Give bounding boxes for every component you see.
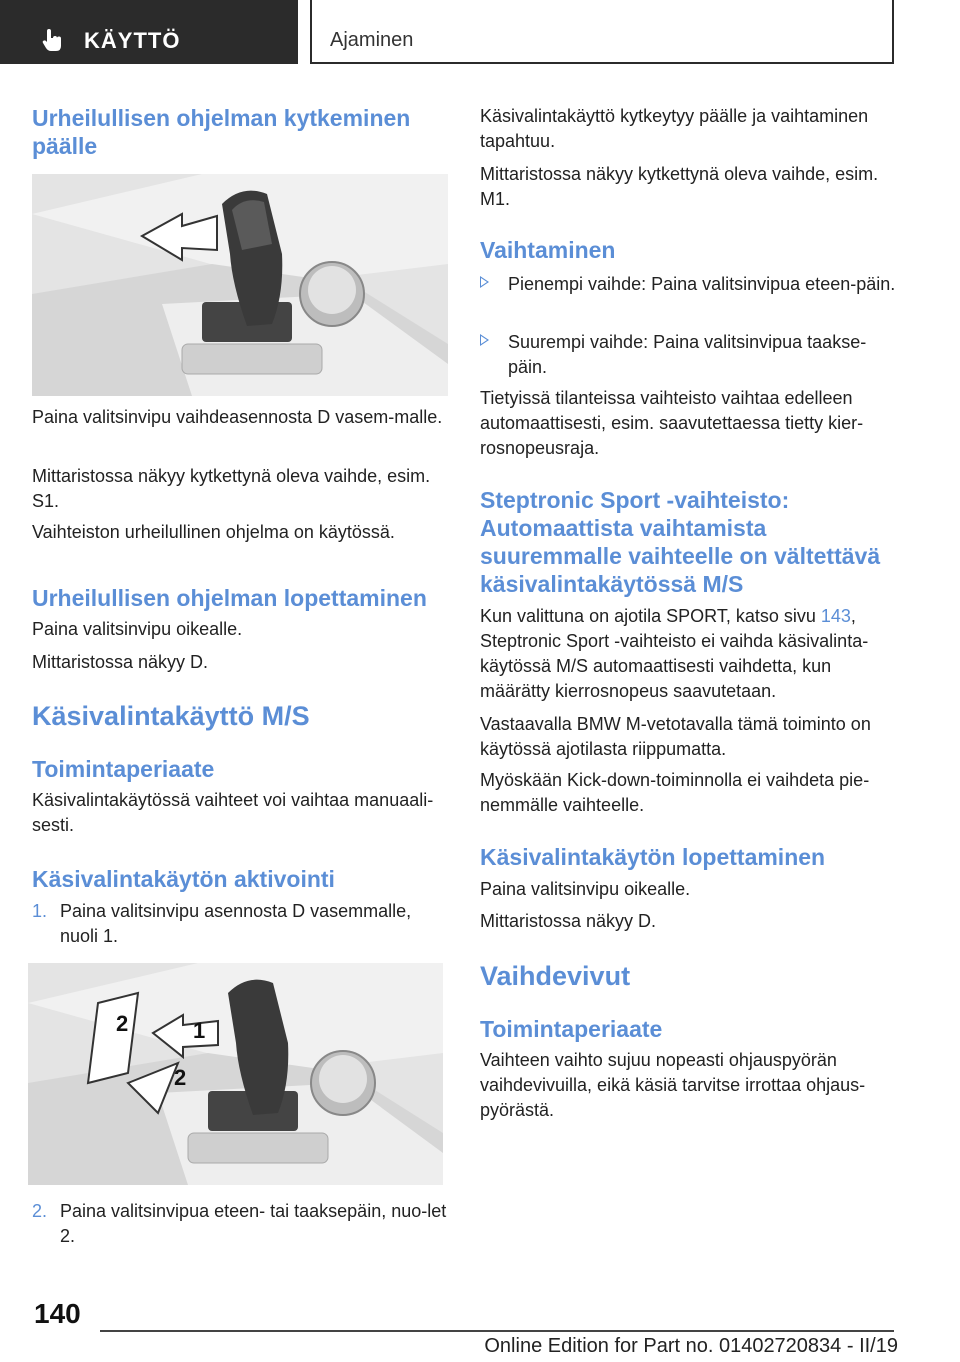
auto-shift-text: Tietyissä tilanteissa vaihteisto vaihtaa edelleen automaattisesti, esim. saavutettaessa tietty kier‐rosnopeusraja. [480,388,864,458]
heading-activate: Käsivalintakäytön aktivointi [32,866,335,892]
arrow-label-1: 1 [193,1018,206,1043]
manual-active-text: Käsivalintakäyttö kytkeytyy päälle ja vaihtaminen tapahtuu. [480,106,869,151]
step-2 [32,1199,448,1251]
page-link-143[interactable]: 143 [820,606,851,626]
heading-sport-off: Urheilullisen ohjelman lopettaminen [32,585,427,611]
manual-gear-display-text: Mittaristossa näkyy kytkettynä oleva vaihde, esim. M1. [480,164,879,209]
section-box [310,0,894,64]
step-2-text: Paina valitsinvipua eteen- tai taaksepäin, nuo‐let 2. [60,1201,447,1246]
steptronic-text-2: Vastaavalla BMW M-vetotavalla tämä toiminto on käytössä ajotilasta riippumatta. [480,714,871,759]
heading-manual-off: Käsivalintakäytön lopettaminen [480,844,826,870]
steptronic-text-3: Myöskään Kick-down-toiminnolla ei vaihdeta pie‐nemmälle vaihteelle. [480,770,870,815]
chapter-title: KÄYTTÖ [84,28,181,53]
arrow-label-2a: 2 [116,1011,129,1036]
bullet-upshift-text: Suurempi vaihde: Paina valitsinvipua taakse‐päin. [508,332,867,377]
heading-steptronic: Steptronic Sport -vaihteisto: Automaattista vaihtamista suuremmalle vaihteelle on vältettävä käsivalintakäytössä M/S [480,487,881,597]
edition-text: Online Edition for Part no. 01402720834 - II/19 [484,1335,898,1357]
heading-principle-2: Toimintaperiaate [480,1016,663,1042]
heading-sport-on: Urheilullisen ohjelman kytkeminen päälle [32,105,411,159]
bullet-downshift-text: Pienempi vaihde: Paina valitsinvipua eteen‐päin. [508,274,896,294]
bullet-upshift [480,330,896,382]
page-number: 140 [34,1298,81,1329]
sport-off-instruction-1: Paina valitsinvipu oikealle. [32,619,243,639]
chapter-tab [0,0,298,64]
heading-manual-mode: Käsivalintakäyttö M/S [32,701,310,731]
heading-principle: Toimintaperiaate [32,756,215,782]
sport-instruction-2: Mittaristossa näkyy kytkettynä oleva vaihde, esim. S1. [32,466,431,511]
step-1-number: 1. [32,901,48,921]
paddles-text: Vaihteen vaihto sujuu nopeasti ohjauspyörän vaihdevivuilla, eikä käsiä tarvitse irrottaa ohjaus‐pyörästä. [480,1050,866,1120]
heading-paddles: Vaihdevivut [480,961,631,991]
manual-off-instruction-1: Paina valitsinvipu oikealle. [480,879,691,899]
figure-selector-lever-1 [32,174,448,396]
bullet-downshift [480,272,896,324]
sport-instruction-1: Paina valitsinvipu vaihdeasennosta D vasem‐malle. [32,407,443,427]
step-1 [32,899,448,951]
step-2-number: 2. [32,1201,48,1221]
section-title: Ajaminen [330,29,414,51]
footer-divider [100,1330,894,1332]
bullet-triangle-icon [480,334,489,346]
bullet-triangle-icon [480,276,489,288]
sport-off-instruction-2: Mittaristossa näkyy D. [32,652,209,672]
page-header [0,0,960,66]
manual-off-instruction-2: Mittaristossa näkyy D. [480,911,657,931]
step-1-text: Paina valitsinvipu asennosta D vasemmalle, nuoli 1. [60,901,412,946]
gear-lever-illustration [32,174,448,396]
sport-instruction-3: Vaihteiston urheilullinen ohjelma on käytössä. [32,522,395,542]
arrow-label-2b: 2 [174,1065,187,1090]
hand-pointer-icon [40,27,66,53]
principle-text: Käsivalintakäytössä vaihteet voi vaihtaa manuaali‐sesti. [32,790,434,835]
heading-shifting: Vaihtaminen [480,237,616,263]
steptronic-text-1: Kun valittuna on ajotila SPORT, katso sivu 143, Steptronic Sport -vaihteisto ei vaihda käsivalinta‐käytössä M/S automaattisesti vaihdetta, kun määrätty kierrosnopeus saavutetaan. [480,606,869,701]
figure-selector-lever-2 [28,963,443,1185]
gear-lever-arrows-illustration [28,963,443,1185]
